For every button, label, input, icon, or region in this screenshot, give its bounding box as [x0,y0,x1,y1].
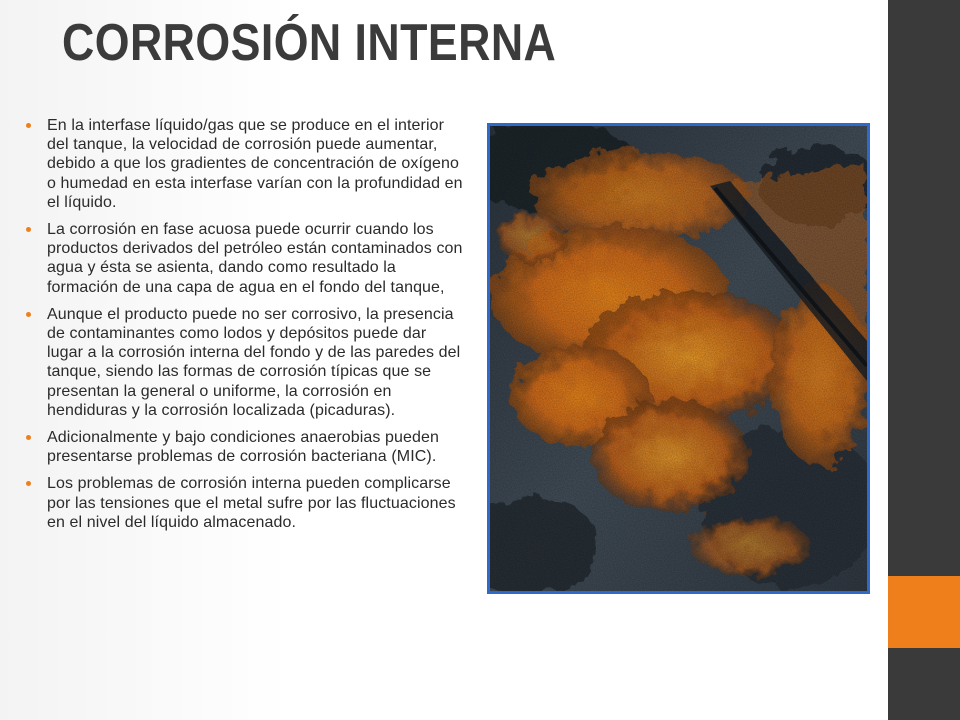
corrosion-photo [487,123,870,594]
bullet-text: Aunque el producto puede no ser corrosivo, la presencia de contaminantes como lodos y depósitos puede dar lugar a la corrosión interna del fondo y de las paredes del tanque, siendo las formas de corrosión típicas que se presentan la general o uniforme, la corrosión en hendiduras y la corrosión localizada (picaduras). [47,305,461,419]
bullet-dot-icon [26,227,31,232]
corrosion-photo-illustration [490,126,867,591]
accent-square [888,576,960,648]
bullet-item [24,305,464,420]
bullet-item [24,116,464,212]
bullet-item [24,428,464,466]
bullet-dot-icon [26,435,31,440]
bullet-item [24,220,464,297]
bullet-dot-icon [26,481,31,486]
slide-title: CORROSIÓN INTERNA [62,14,557,72]
bullet-dot-icon [26,312,31,317]
bullet-text: La corrosión en fase acuosa puede ocurrir cuando los productos derivados del petróleo están contaminados con agua y ésta se asienta, dando como resultado la formación de una capa de agua en el fondo del tanque, [47,221,463,296]
bullet-dot-icon [26,123,31,128]
bullet-text: Los problemas de corrosión interna pueden complicarse por las tensiones que el metal sufre por las fluctuaciones en el nivel del líquido almacenado. [47,475,456,531]
bullet-list [24,116,464,540]
bullet-text: En la interfase líquido/gas que se produce en el interior del tanque, la velocidad de corrosión puede aumentar, debido a que los gradientes de concentración de oxígeno o humedad en esta interfase varían con la profundidad en el líquido. [47,117,463,211]
bullet-item [24,474,464,532]
bullet-text: Adicionalmente y bajo condiciones anaerobias pueden presentarse problemas de corrosión bacteriana (MIC). [47,429,440,466]
